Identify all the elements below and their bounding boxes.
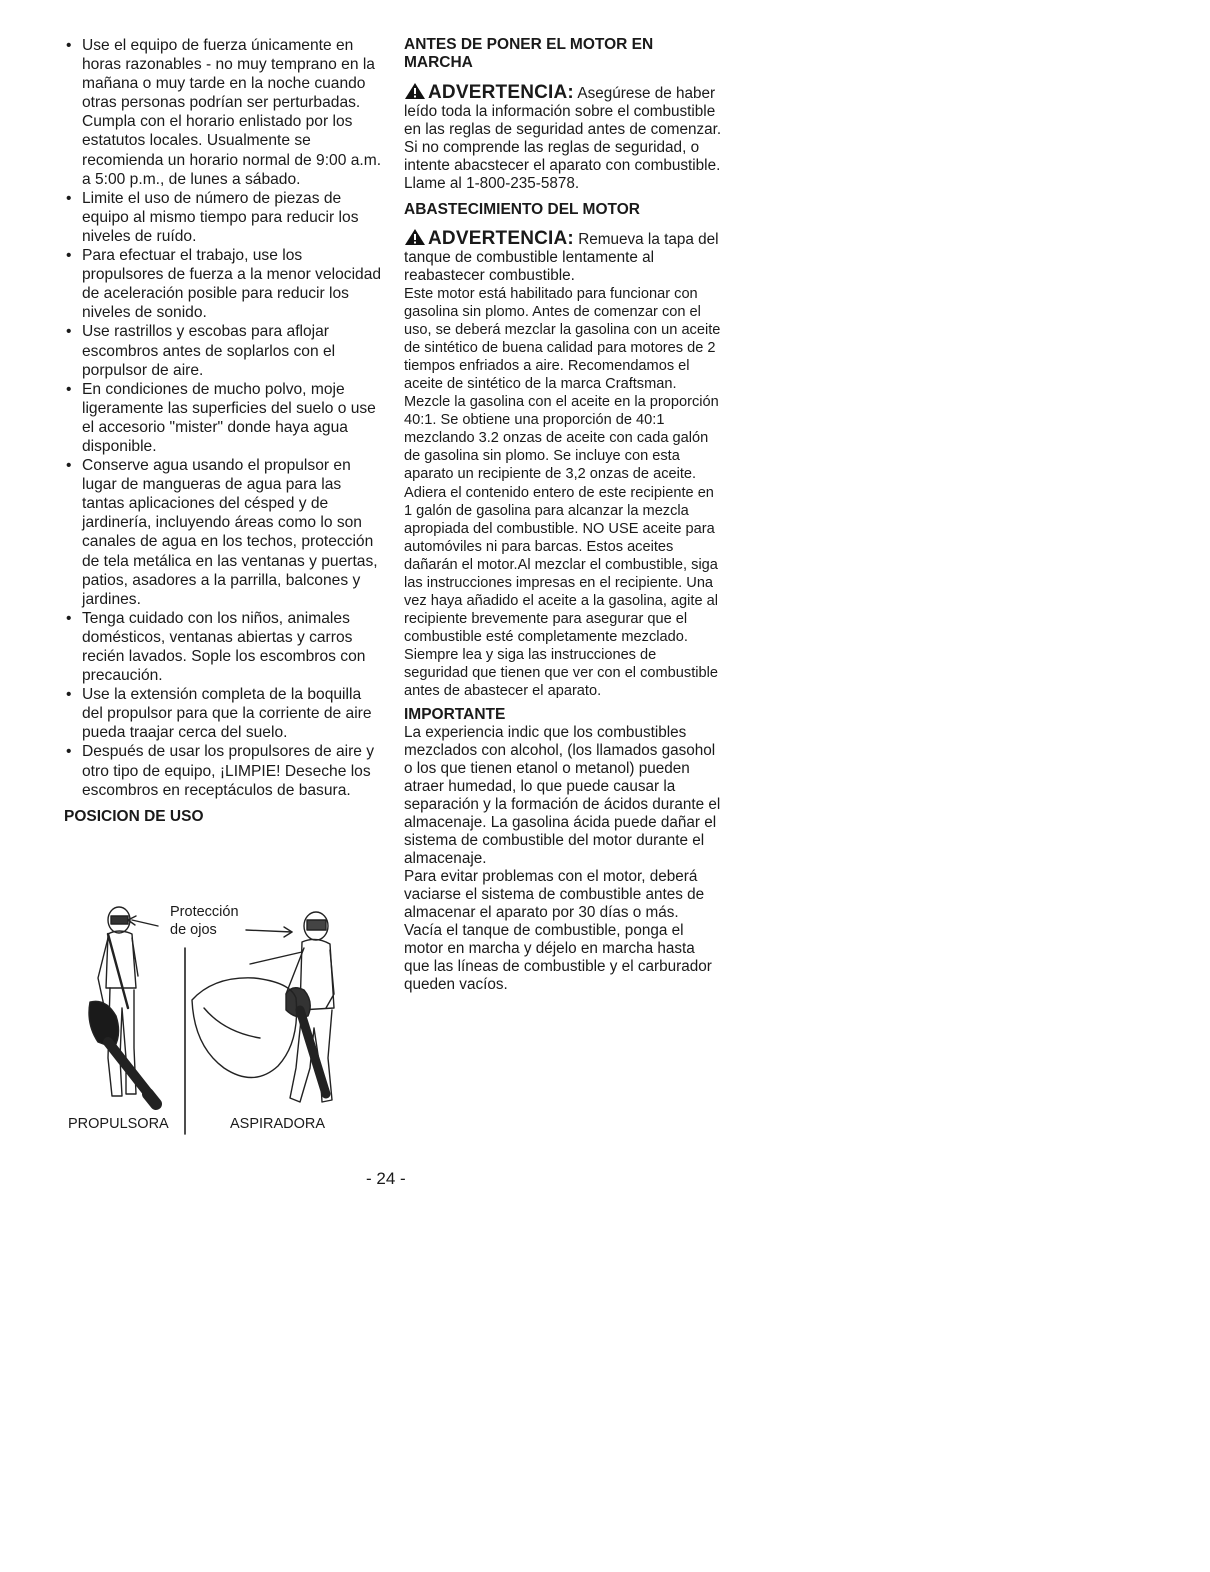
operating-position-illustration xyxy=(64,898,384,1138)
blower-operator-figure xyxy=(89,907,156,1104)
list-item: • Use rastrillos y escobas para aflojar escombros antes de soplarlos con el porpulsor de aire. xyxy=(64,322,382,379)
right-column xyxy=(404,36,724,994)
warning-text: Asegúrese de haber leído toda la información sobre el combustible en las reglas de seguridad antes de comenzar. Si no comprende las reglas de seguridad, o intente abacstecer el aparato con combustible. Llame al 1-800-235-5878. xyxy=(404,85,722,192)
warning-triangle-icon xyxy=(404,228,426,246)
list-item: • Conserve agua usando el propulsor en lugar de mangueras de agua para las tantas aplicaciones del césped y de jardinería, incluyendo áreas como lo son canales de agua en los techos, protección de tela metálica en las ventanas y puertas, patios, asadores a la parrilla, balcones y jardines. xyxy=(64,456,382,609)
operator-figures-drawing xyxy=(64,898,384,1138)
important-heading: IMPORTANTE xyxy=(404,706,506,724)
list-item: • Tenga cuidado con los niños, animales domésticos, ventanas abiertas y carros recién lavados. Sople los escombros con precaución. xyxy=(64,609,382,685)
important-paragraph: Vacía el tanque de combustible, ponga el motor en marcha y déjelo en marcha hasta que las líneas de combustible y el carburador queden vacíos. xyxy=(404,922,712,994)
warning-text: Remueva la tapa del tanque de combustible lentamente al reabastecer combustible. xyxy=(404,231,719,284)
warning-label: ADVERTENCIA: xyxy=(428,82,574,103)
list-item: • Limite el uso de número de piezas de equipo al mismo tiempo para reducir los niveles de ruído. xyxy=(64,189,382,246)
fuel-mixing-paragraph: Este motor está habilitado para funcionar con gasolina sin plomo. Antes de comenzar con el uso, se deberá mezclar la gasolina con un aceite de sintético de buena calidad para motores de 2 tiempos enfriados a aire. Recomendamos el aceite de sintético de la marca Craftsman. Mezcle la gasolina con el aceite en la proporción 40:1. Se obtiene una proporción de 40:1 mezclando 3.2 onzas de aceite con cada galón de gasolina sin plomo. Se incluye con esta aparato un recipiente de 3,2 onzas de aceite. Adiera el contenido entero de este recipiente en 1 galón de gasolina para alcanzar la mezcla apropiada del combustible. NO USE aceite para automóviles ni para barcas. Estos aceites dañarán el motor.Al mezclar el combustible, siga las instrucciones impresas en el recipiente. Una vez haya añadido el aceite a la gasolina, agite al recipiente brevemente para asegurar que el combustible esté completamente mezclado. Siempre lea y siga las instrucciones de seguridad que tienen que ver con el combustible antes de abastecer el aparato. xyxy=(404,286,721,700)
warning-fuel-rules xyxy=(404,82,724,193)
warning-fuel-cap xyxy=(404,228,724,285)
left-column xyxy=(64,36,382,826)
list-item: • En condiciones de mucho polvo, moje ligeramente las superficies del suelo o use el accesorio "mister" donde haya agua disponible. xyxy=(64,380,382,456)
warning-label: ADVERTENCIA: xyxy=(428,228,574,249)
important-paragraph: La experiencia indic que los combustibles mezclados con alcohol, (los llamados gasohol o los que tienen etanol o metanol) pueden atraer humedad, lo que puede causar la separación y la formación de ácidos durante el almacenaje. La gasolina ácida puede dañar el sistema de combustible del motor durante el almacenaje. xyxy=(404,724,721,868)
list-item: • Use el equipo de fuerza únicamente en horas razonables - no muy temprano en la mañana o muy tarde en la noche cuando otras personas podrían ser perturbadas. Cumpla con el horario enlistado por los estatutos locales. Usualmente se recomienda un horario normal de 9:00 a.m. a 5:00 p.m., de lunes a sábado. xyxy=(64,36,382,189)
list-item: • Después de usar los propulsores de aire y otro tipo de equipo, ¡LIMPIE! Deseche los escombros en receptáculos de basura. xyxy=(64,742,382,799)
warning-triangle-icon xyxy=(404,82,426,100)
list-item: • Use la extensión completa de la boquilla del propulsor para que la corriente de aire pueda traajar cerca del suelo. xyxy=(64,685,382,742)
vacuum-caption: ASPIRADORA xyxy=(230,1116,326,1132)
safety-bullet-list xyxy=(64,36,382,800)
page-number: - 24 - xyxy=(366,1169,406,1188)
list-item: • Para efectuar el trabajo, use los propulsores de fuerza a la menor velocidad de aceleración posible para reducir los niveles de sonido. xyxy=(64,246,382,322)
operating-position-heading: POSICION DE USO xyxy=(64,807,204,825)
important-paragraph: Para evitar problemas con el motor, deberá vaciarse el sistema de combustible antes de almacenar el aparato por 30 días o más. xyxy=(404,868,705,922)
fueling-heading: ABASTECIMIENTO DEL MOTOR xyxy=(404,201,640,218)
vacuum-operator-figure xyxy=(192,912,334,1102)
before-starting-heading: ANTES DE PONER EL MOTOR EN MARCHA xyxy=(404,36,654,71)
blower-caption: PROPULSORA xyxy=(68,1116,169,1132)
eye-protection-label-line2: de ojos xyxy=(170,922,217,938)
eye-protection-label: Protección xyxy=(170,904,239,920)
